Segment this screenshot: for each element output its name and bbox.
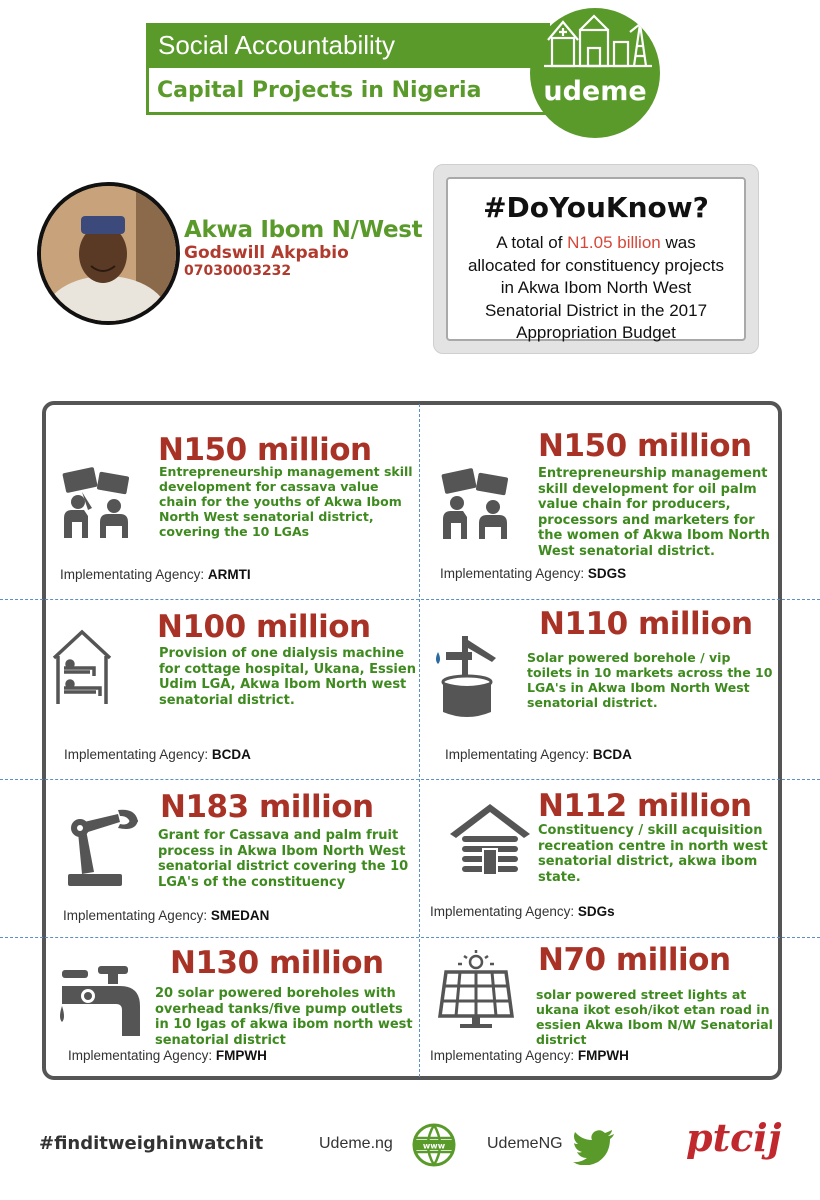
- agency-name: SDGS: [587, 566, 627, 581]
- dyk-text-before: A total of: [496, 233, 568, 252]
- project-amount: N130 million: [170, 945, 384, 981]
- agency-name: FMPWH: [215, 1048, 267, 1063]
- log-cabin-icon: [448, 800, 532, 878]
- project-amount: N183 million: [160, 789, 374, 825]
- partner-logo: ptcij: [686, 1115, 782, 1160]
- row-divider: [0, 779, 820, 780]
- solar-panel-icon: [436, 950, 520, 1030]
- agency-label: Implementating Agency:: [445, 747, 593, 762]
- implementing-agency: [68, 1048, 267, 1063]
- borehole-pump-icon: [430, 632, 504, 718]
- udeme-logo: [530, 8, 660, 138]
- did-you-know-card: [446, 177, 746, 341]
- row-divider: [0, 937, 820, 938]
- agency-name: SDGs: [577, 904, 615, 919]
- agency-label: Implementating Agency:: [430, 904, 578, 919]
- workers-icon: [437, 465, 513, 541]
- project-description: Entrepreneurship management skill development for cassava value chain for the youths of Akwa Ibom North West senatorial district, covering the 10 LGAs: [159, 464, 413, 539]
- implementing-agency: [440, 566, 626, 581]
- project-amount: N150 million: [538, 428, 752, 464]
- globe-icon: [412, 1123, 456, 1167]
- project-amount: N112 million: [538, 788, 752, 824]
- agency-name: BCDA: [211, 747, 251, 762]
- agency-label: Implementating Agency:: [64, 747, 212, 762]
- agency-label: Implementating Agency:: [68, 1048, 216, 1063]
- dyk-amount: N1.05 billion: [567, 233, 661, 252]
- project-amount: N70 million: [538, 942, 731, 978]
- row-divider: [0, 599, 820, 600]
- implementing-agency: [430, 1048, 629, 1063]
- logo-text: udeme: [543, 76, 647, 107]
- implementing-agency: [63, 908, 269, 923]
- project-description: Grant for Cassava and palm fruit process in Akwa Ibom North West senatorial district covering the 10 LGA's of the constituency: [158, 828, 409, 890]
- did-you-know-text: [462, 232, 730, 345]
- svg-text:www: www: [422, 1141, 446, 1151]
- hospital-beds-icon: [50, 628, 114, 706]
- implementing-agency: [60, 567, 251, 582]
- agency-name: FMPWH: [577, 1048, 629, 1063]
- implementing-agency: [64, 747, 251, 762]
- agency-label: Implementating Agency:: [60, 567, 208, 582]
- twitter-handle[interactable]: UdemeNG: [487, 1135, 563, 1152]
- dyk-text-after: was allocated for constituency projects in Akwa Ibom North West Senatorial District in the 2017 Appropriation Budget: [467, 233, 725, 342]
- implementing-agency: [430, 904, 615, 919]
- agency-label: Implementating Agency:: [430, 1048, 578, 1063]
- header-banner: [146, 23, 550, 115]
- header-line1: Social Accountability: [149, 26, 547, 68]
- did-you-know-title: #DoYouKnow?: [483, 191, 709, 224]
- agency-name: ARMTI: [207, 567, 251, 582]
- project-description: Entrepreneurship management skill development for oil palm value chain for producers, processors and marketers for the women of Akwa Ibom North West senatorial district.: [538, 466, 770, 559]
- column-divider: [419, 404, 420, 1077]
- workers-icon: [58, 464, 134, 540]
- region-name: Akwa Ibom N/West: [184, 217, 423, 243]
- agency-label: Implementating Agency:: [440, 566, 588, 581]
- agency-name: SMEDAN: [210, 908, 270, 923]
- senator-name: Godswill Akpabio: [184, 243, 349, 263]
- project-description: Solar powered borehole / vip toilets in 10 markets across the 10 LGA's in Akwa Ibom North West senatorial district.: [527, 650, 773, 710]
- did-you-know-box: [433, 164, 759, 354]
- project-amount: N150 million: [158, 432, 372, 468]
- project-description: solar powered street lights at ukana ikot esoh/ikot etan road in essien Akwa Ibom N/W Senatorial district: [536, 987, 773, 1047]
- implementing-agency: [445, 747, 632, 762]
- city-buildings-icon: [530, 8, 660, 78]
- header-line2: Capital Projects in Nigeria: [157, 78, 482, 103]
- robotic-arm-icon: [64, 806, 142, 888]
- project-description: Constituency / skill acquisition recreation centre in north west senatorial district, akwa ibom state.: [538, 823, 768, 885]
- project-description: 20 solar powered boreholes with overhead tanks/five pump outlets in 10 lgas of akwa ibom north west senatorial district: [155, 986, 413, 1048]
- website-link[interactable]: Udeme.ng: [319, 1135, 393, 1152]
- hashtag: #finditweighinwatchit: [39, 1133, 264, 1154]
- phone-number: 07030003232: [184, 263, 292, 279]
- avatar: [37, 182, 180, 325]
- twitter-bird-icon: [572, 1129, 616, 1165]
- project-amount: N100 million: [157, 609, 371, 645]
- agency-name: BCDA: [592, 747, 632, 762]
- agency-label: Implementating Agency:: [63, 908, 211, 923]
- project-amount: N110 million: [539, 606, 753, 642]
- project-description: Provision of one dialysis machine for cottage hospital, Ukana, Essien Udim LGA, Akwa Ibom North west senatorial district.: [159, 646, 416, 708]
- water-tap-icon: [58, 964, 144, 1038]
